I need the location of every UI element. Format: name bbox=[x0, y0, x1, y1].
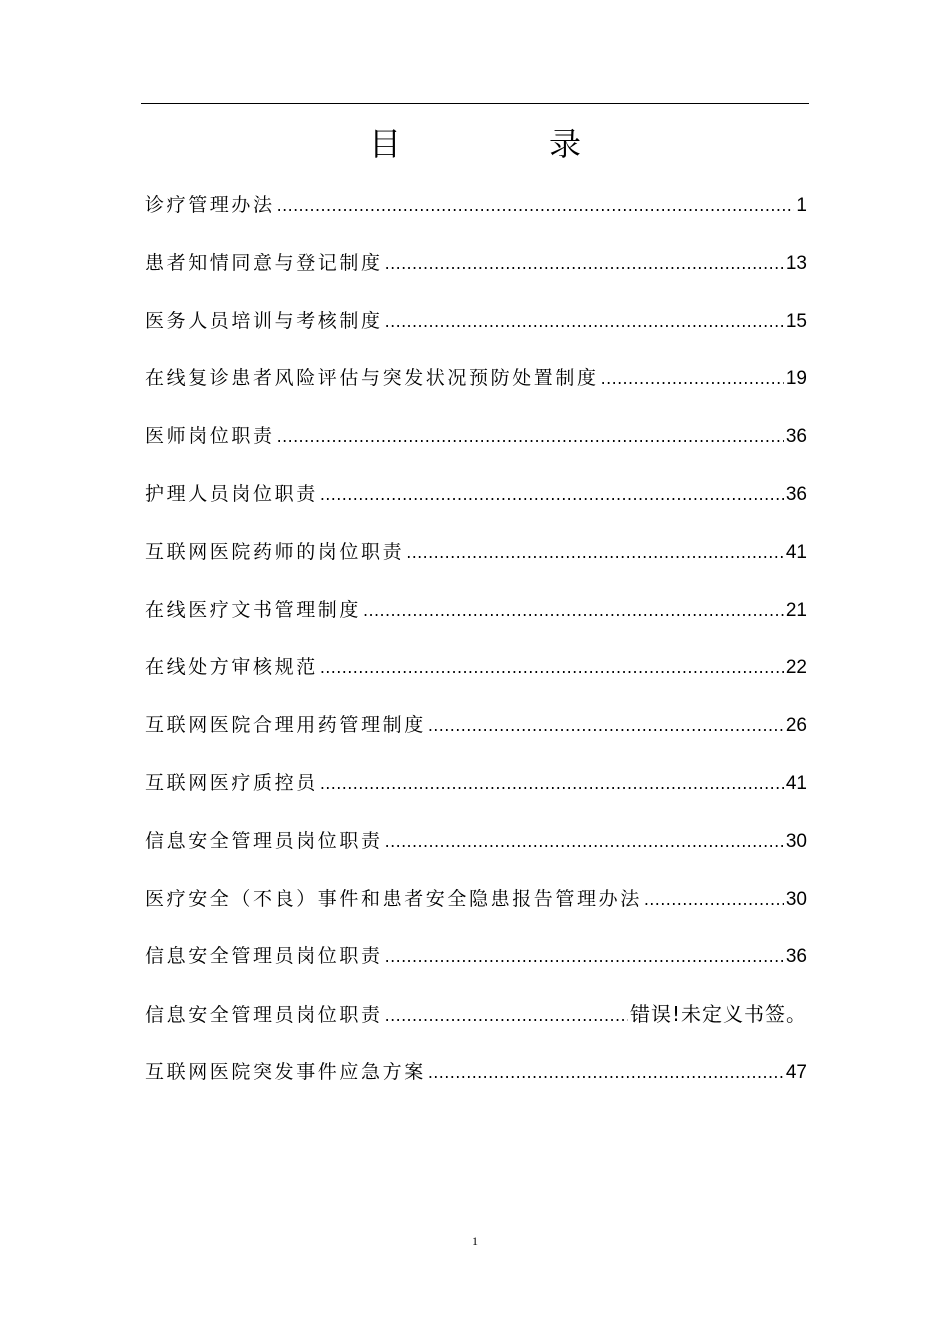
toc-leader-dots bbox=[320, 478, 784, 512]
toc-entry-label: 互联网医院药师的岗位职责 bbox=[145, 540, 405, 563]
toc-entry-label: 互联网医疗质控员 bbox=[145, 771, 318, 794]
toc-entry[interactable] bbox=[145, 361, 807, 419]
toc-leader-dots bbox=[385, 247, 784, 281]
toc-entry-label: 患者知情同意与登记制度 bbox=[145, 251, 383, 274]
toc-entry-label: 互联网医院突发事件应急方案 bbox=[145, 1060, 426, 1083]
toc-entry-page: 41 bbox=[785, 772, 807, 794]
toc-entry-page: 21 bbox=[785, 599, 807, 621]
table-of-contents bbox=[145, 188, 807, 1113]
toc-leader-dots bbox=[385, 940, 784, 974]
toc-entry[interactable] bbox=[145, 1055, 807, 1113]
toc-entry-page: 30 bbox=[785, 830, 807, 852]
toc-entry-page: 22 bbox=[785, 657, 807, 679]
toc-leader-dots bbox=[320, 767, 784, 801]
toc-entry[interactable] bbox=[145, 593, 807, 651]
toc-entry[interactable] bbox=[145, 304, 807, 362]
toc-entry[interactable] bbox=[145, 824, 807, 882]
toc-entry-label: 在线复诊患者风险评估与突发状况预防处置制度 bbox=[145, 367, 599, 390]
toc-leader-dots bbox=[320, 651, 784, 685]
toc-entry-label: 信息安全管理员岗位职责 bbox=[145, 1004, 383, 1027]
toc-entry-page: 47 bbox=[785, 1061, 807, 1083]
toc-entry[interactable] bbox=[145, 477, 807, 535]
toc-leader-dots bbox=[428, 709, 784, 743]
toc-entry-page: 19 bbox=[785, 368, 807, 390]
toc-entry[interactable] bbox=[145, 882, 807, 940]
toc-leader-dots bbox=[428, 1056, 784, 1090]
toc-entry-label: 在线处方审核规范 bbox=[145, 656, 318, 679]
toc-leader-dots bbox=[385, 999, 628, 1033]
toc-entry-page-error: 错误!未定义书签。 bbox=[629, 1002, 807, 1027]
toc-entry-label: 信息安全管理员岗位职责 bbox=[145, 829, 383, 852]
toc-entry[interactable] bbox=[145, 939, 807, 997]
toc-entry-label: 医师岗位职责 bbox=[145, 425, 275, 448]
header-rule bbox=[141, 103, 809, 104]
toc-entry[interactable] bbox=[145, 650, 807, 708]
toc-entry-page: 36 bbox=[785, 946, 807, 968]
page-number: 1 bbox=[472, 1234, 478, 1248]
toc-entry-label: 在线医疗文书管理制度 bbox=[145, 598, 362, 621]
toc-leader-dots bbox=[406, 536, 784, 570]
toc-entry-label: 信息安全管理员岗位职责 bbox=[145, 945, 383, 968]
toc-entry-label: 诊疗管理办法 bbox=[145, 194, 275, 216]
toc-entry[interactable] bbox=[145, 708, 807, 766]
toc-entry-page: 1 bbox=[796, 195, 807, 216]
toc-leader-dots bbox=[277, 189, 795, 223]
toc-leader-dots bbox=[385, 305, 784, 339]
toc-leader-dots bbox=[644, 883, 784, 917]
toc-leader-dots bbox=[601, 362, 784, 396]
toc-entry-page: 30 bbox=[785, 888, 807, 910]
toc-entry[interactable] bbox=[145, 419, 807, 477]
toc-entry[interactable] bbox=[145, 766, 807, 824]
toc-entry-page: 41 bbox=[785, 541, 807, 563]
toc-entry-page: 26 bbox=[785, 715, 807, 737]
toc-entry-label: 医疗安全（不良）事件和患者安全隐患报告管理办法 bbox=[145, 887, 642, 910]
toc-entry-label: 护理人员岗位职责 bbox=[145, 482, 318, 505]
toc-leader-dots bbox=[385, 825, 784, 859]
toc-leader-dots bbox=[277, 420, 784, 454]
toc-entry[interactable] bbox=[145, 246, 807, 304]
toc-entry[interactable] bbox=[145, 997, 807, 1055]
toc-entry-label: 医务人员培训与考核制度 bbox=[145, 309, 383, 332]
toc-entry-page: 36 bbox=[785, 483, 807, 505]
toc-entry-label: 互联网医院合理用药管理制度 bbox=[145, 714, 426, 737]
toc-title: 目 录 bbox=[368, 125, 639, 163]
toc-leader-dots bbox=[363, 594, 784, 628]
toc-entry-page: 36 bbox=[785, 426, 807, 448]
toc-entry[interactable] bbox=[145, 535, 807, 593]
toc-entry[interactable] bbox=[145, 188, 807, 246]
toc-entry-page: 15 bbox=[785, 310, 807, 332]
toc-entry-page: 13 bbox=[785, 252, 807, 274]
